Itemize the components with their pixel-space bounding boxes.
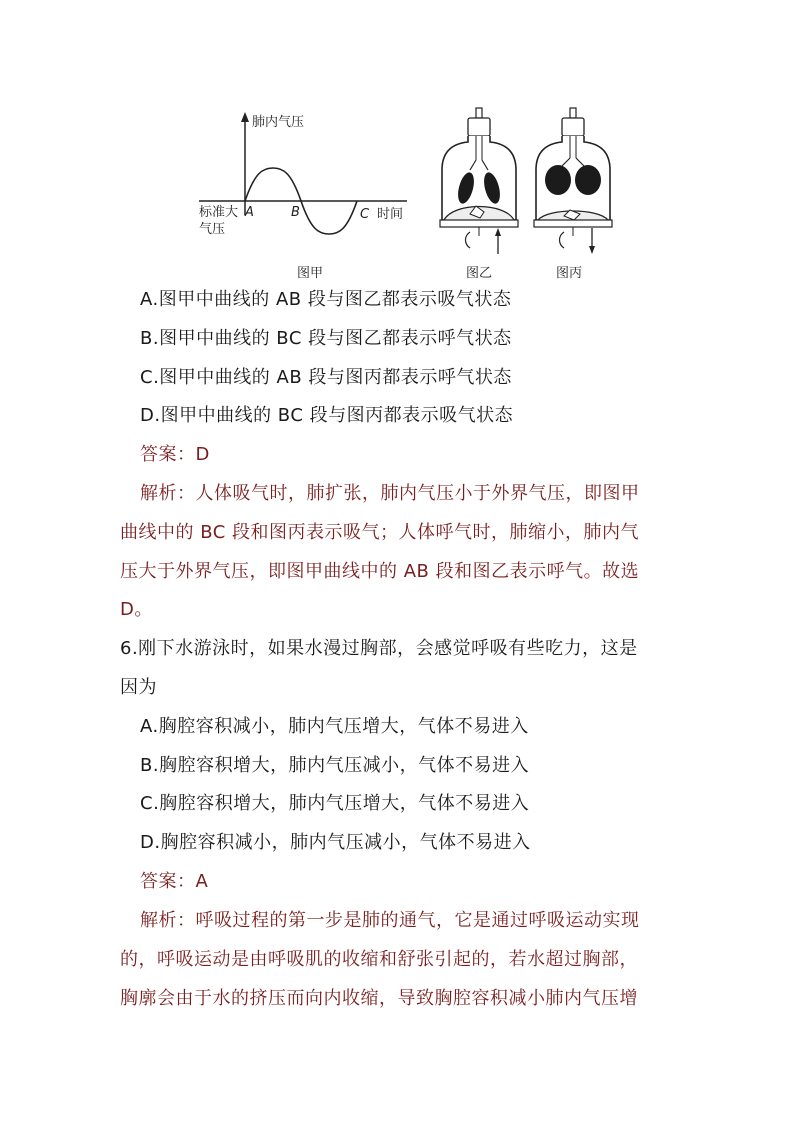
y-axis-arrow <box>241 112 249 122</box>
q5-answer: 答案：D <box>140 444 210 465</box>
point-c-label: C <box>360 207 370 222</box>
q5-option-c: C.图甲中曲线的 AB 段与图丙都表示呼气状态 <box>140 367 512 388</box>
figure-svg <box>195 100 625 285</box>
q6-option-c: C.胸腔容积增大，肺内气压增大，气体不易进入 <box>140 793 530 814</box>
q6-explanation-line-2: 的，呼吸运动是由呼吸肌的收缩和舒张引起的，若水超过胸部， <box>120 949 638 970</box>
bell-yi-caption: 图乙 <box>466 266 493 281</box>
q5-explanation-line-3: 压大于外界气压，即图甲曲线中的 AB 段和图乙表示呼气。故选 <box>120 561 640 582</box>
figure <box>195 100 625 285</box>
q5-option-a: A.图甲中曲线的 AB 段与图乙都表示吸气状态 <box>140 289 512 310</box>
q6-answer: 答案：A <box>140 871 209 892</box>
q5-explanation-line-1: 解析：人体吸气时，肺扩张，肺内气压小于外界气压，即图甲 <box>140 483 640 504</box>
q6-stem-line-1: 6.刚下水游泳时，如果水漫过胸部，会感觉呼吸有些吃力，这是 <box>120 638 638 659</box>
q5-explanation-line-2: 曲线中的 BC 段和图丙表示吸气；人体呼气时，肺缩小，肺内气 <box>120 522 640 543</box>
point-b-label: B <box>291 205 300 220</box>
y-axis-label: 肺内气压 <box>252 115 305 130</box>
q6-stem-line-2: 因为 <box>120 677 157 698</box>
bell-jar-bing <box>534 108 612 254</box>
q6-option-d: D.胸腔容积减小，肺内气压减小，气体不易进入 <box>140 832 531 853</box>
pressure-graph <box>199 112 407 281</box>
bell-jar-yi <box>440 108 518 254</box>
x-axis-label: 时间 <box>377 207 404 222</box>
q5-option-b: B.图甲中曲线的 BC 段与图乙都表示呼气状态 <box>140 328 512 349</box>
q6-explanation-line-1: 解析：呼吸过程的第一步是肺的通气，它是通过呼吸运动实现 <box>140 910 640 931</box>
graph-caption: 图甲 <box>297 266 324 281</box>
baseline-label-2: 气压 <box>199 222 226 237</box>
q5-option-d: D.图甲中曲线的 BC 段与图丙都表示吸气状态 <box>140 405 514 426</box>
q5-explanation-line-4: D。 <box>120 599 153 620</box>
baseline-label-1: 标准大 <box>199 205 239 220</box>
bell-bing-caption: 图丙 <box>556 266 583 281</box>
point-a-label: A <box>245 205 254 220</box>
q6-explanation-line-3: 胸廓会由于水的挤压而向内收缩，导致胸腔容积减小肺内气压增 <box>120 988 638 1009</box>
q6-option-b: B.胸腔容积增大，肺内气压减小，气体不易进入 <box>140 755 530 776</box>
q6-option-a: A.胸腔容积减小，肺内气压增大，气体不易进入 <box>140 716 529 737</box>
